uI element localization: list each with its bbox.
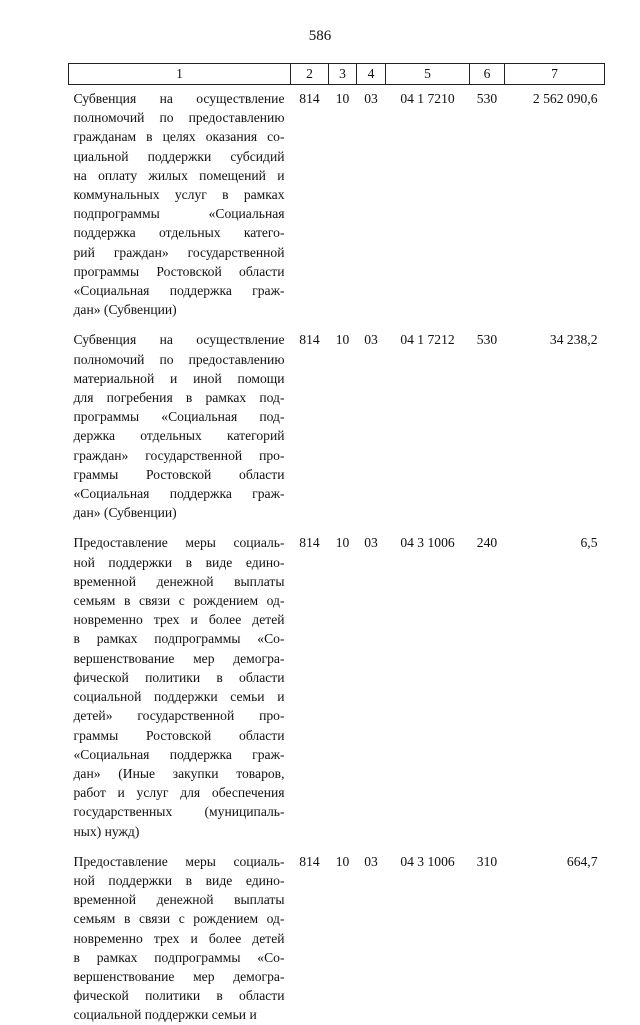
description-line: социальной поддержки семьи и: [73, 1007, 257, 1023]
description-line: новременно трех и более детей: [73, 930, 285, 946]
description-line: вершенствование мер демогра-: [73, 968, 285, 984]
description-line: семьям в связи с рождением од-: [73, 911, 285, 927]
description-line: коммунальных услуг в рамках: [73, 187, 285, 203]
header-col-4: 4: [357, 64, 386, 85]
description-line: поддержка отдельных катего-: [73, 225, 285, 241]
description-line: фической политики в области: [73, 669, 285, 685]
expense-type-code: 530: [476, 332, 498, 348]
description-line: детей» государственной про-: [73, 708, 285, 724]
description-line: Предоставление меры социаль-: [73, 535, 285, 551]
description-line: «Социальная поддержка граж-: [73, 486, 285, 502]
header-col-3: 3: [329, 64, 357, 85]
amount: 664,7: [566, 853, 598, 869]
budget-table: [68, 63, 605, 1025]
description-line: подпрограммы «Социальная: [73, 206, 285, 222]
description-line: материальной и иной помощи: [73, 370, 285, 386]
description-line: полномочий по предоставлению: [73, 110, 285, 126]
description-line: граммы Ростовской области: [73, 727, 285, 743]
description-line: Субвенция на осуществление: [73, 91, 285, 106]
description-line: граждан» государственной про-: [73, 447, 285, 463]
description-line: полномочий по предоставлению: [73, 351, 285, 367]
description-line: Субвенция на осуществление: [73, 332, 285, 348]
target-article-code: 04 1 7212: [400, 332, 455, 348]
description-line: циальной поддержки субсидий: [73, 148, 285, 164]
description-line: гражданам в целях оказания со-: [73, 129, 285, 145]
row-description: [69, 841, 291, 1025]
description-line: в рамках подпрограммы «Со-: [73, 631, 285, 647]
section-code: 10: [335, 535, 350, 551]
description-line: дан» (Субвенции): [73, 302, 177, 318]
ministry-code: 814: [299, 535, 320, 551]
expense-type-code: 310: [476, 853, 498, 869]
description-line: государственных (муниципаль-: [73, 804, 285, 820]
section-code: 10: [335, 332, 350, 348]
description-line: новременно трех и более детей: [73, 612, 285, 628]
description-line: в рамках подпрограммы «Со-: [73, 949, 285, 965]
subsection-code: 03: [364, 332, 378, 348]
header-row: [69, 64, 605, 85]
header-col-2: 2: [291, 64, 329, 85]
table-row: [69, 522, 605, 840]
ministry-code: 814: [299, 332, 320, 348]
amount: 2 562 090,6: [532, 91, 598, 106]
row-description: [69, 85, 291, 320]
description-line: ной поддержки в виде едино-: [73, 872, 285, 888]
description-line: Предоставление меры социаль-: [73, 853, 285, 869]
description-line: фической политики в области: [73, 988, 285, 1004]
header-col-7: 7: [505, 64, 605, 85]
description-line: «Социальная поддержка граж-: [73, 283, 285, 299]
ministry-code: 814: [299, 91, 320, 106]
description-line: дан» (Иные закупки товаров,: [73, 765, 285, 781]
target-article-code: 04 3 1006: [400, 535, 455, 551]
table-row: [69, 841, 605, 1025]
subsection-code: 03: [364, 535, 378, 551]
header-col-6: 6: [470, 64, 505, 85]
description-line: дан» (Субвенции): [73, 505, 177, 521]
ministry-code: 814: [299, 853, 320, 869]
description-line: рий граждан» государственной: [73, 244, 285, 260]
description-line: семьям в связи с рождением од-: [73, 593, 285, 609]
header-col-5: 5: [386, 64, 470, 85]
description-line: работ и услуг для обеспечения: [73, 785, 285, 801]
description-line: граммы Ростовской области: [73, 466, 285, 482]
section-code: 10: [335, 853, 350, 869]
subsection-code: 03: [364, 91, 378, 106]
page-number: 586: [308, 28, 332, 44]
row-description: [69, 522, 291, 840]
row-description: [69, 319, 291, 522]
amount: 6,5: [580, 535, 598, 551]
description-line: держка отдельных категорий: [73, 428, 285, 444]
header-col-1: 1: [69, 64, 291, 85]
subsection-code: 03: [364, 853, 378, 869]
description-line: на оплату жилых помещений и: [73, 167, 285, 183]
target-article-code: 04 1 7210: [400, 91, 455, 106]
description-line: программы «Социальная под-: [73, 409, 285, 425]
description-line: социальной поддержки семьи и: [73, 689, 285, 705]
expense-type-code: 530: [476, 91, 498, 106]
expense-type-code: 240: [476, 535, 498, 551]
table-row: [69, 85, 605, 320]
description-line: программы Ростовской области: [73, 263, 285, 279]
amount: 34 238,2: [549, 332, 598, 348]
description-line: «Социальная поддержка граж-: [73, 746, 285, 762]
description-line: временной денежной выплаты: [73, 892, 285, 908]
description-line: вершенствование мер демогра-: [73, 650, 285, 666]
description-line: ных) нужд): [73, 823, 140, 839]
description-line: временной денежной выплаты: [73, 573, 285, 589]
target-article-code: 04 3 1006: [400, 853, 455, 869]
description-line: ной поддержки в виде едино-: [73, 554, 285, 570]
table-row: [69, 319, 605, 522]
description-line: для погребения в рамках под-: [73, 390, 285, 406]
section-code: 10: [335, 91, 350, 106]
